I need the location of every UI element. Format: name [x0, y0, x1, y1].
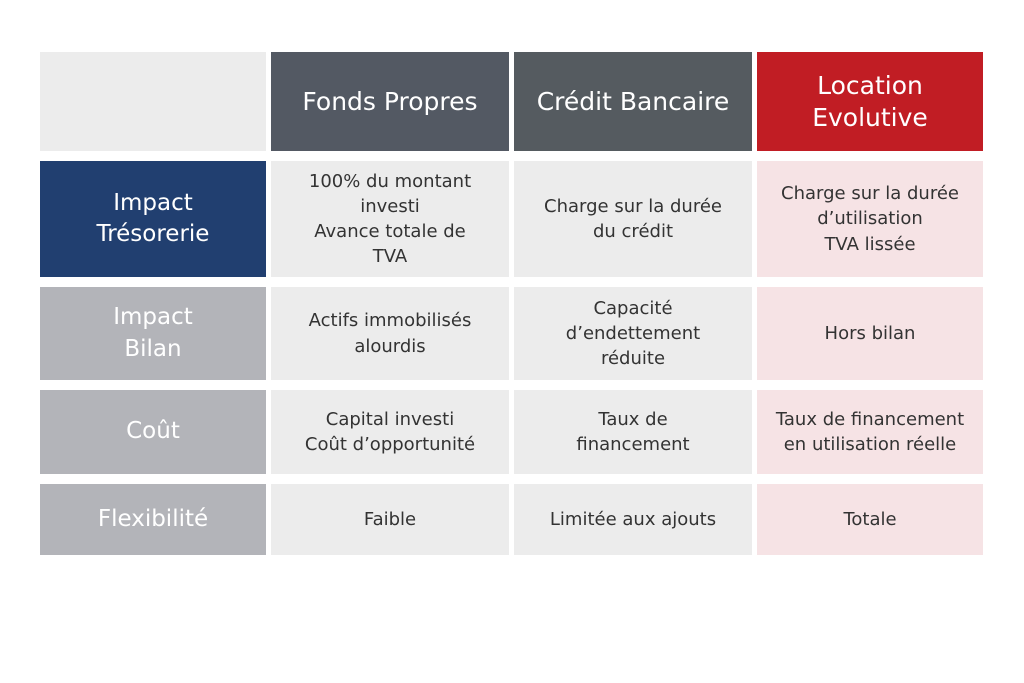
row-header-flexibilite: Flexibilité [40, 484, 266, 555]
cell-cout-fonds-propres: Capital investi Coût d’opportunité [271, 390, 509, 474]
table-corner [40, 52, 266, 151]
row-header-impact-tresorerie: Impact Trésorerie [40, 161, 266, 277]
cell-tresorerie-fonds-propres: 100% du montant investi Avance totale de TVA [271, 161, 509, 277]
cell-cout-location-evolutive: Taux de financement en utilisation réelle [757, 390, 983, 474]
column-header-credit-bancaire: Crédit Bancaire [514, 52, 752, 151]
row-header-impact-bilan: Impact Bilan [40, 287, 266, 380]
cell-flexibilite-credit-bancaire: Limitée aux ajouts [514, 484, 752, 555]
comparison-table [40, 52, 984, 555]
cell-bilan-location-evolutive: Hors bilan [757, 287, 983, 380]
cell-flexibilite-location-evolutive: Totale [757, 484, 983, 555]
cell-tresorerie-location-evolutive: Charge sur la durée d’utilisation TVA lissée [757, 161, 983, 277]
row-header-cout: Coût [40, 390, 266, 474]
cell-bilan-credit-bancaire: Capacité d’endettement réduite [514, 287, 752, 380]
cell-tresorerie-credit-bancaire: Charge sur la durée du crédit [514, 161, 752, 277]
column-header-location-evolutive: Location Evolutive [757, 52, 983, 151]
cell-bilan-fonds-propres: Actifs immobilisés alourdis [271, 287, 509, 380]
cell-flexibilite-fonds-propres: Faible [271, 484, 509, 555]
column-header-fonds-propres: Fonds Propres [271, 52, 509, 151]
cell-cout-credit-bancaire: Taux de financement [514, 390, 752, 474]
